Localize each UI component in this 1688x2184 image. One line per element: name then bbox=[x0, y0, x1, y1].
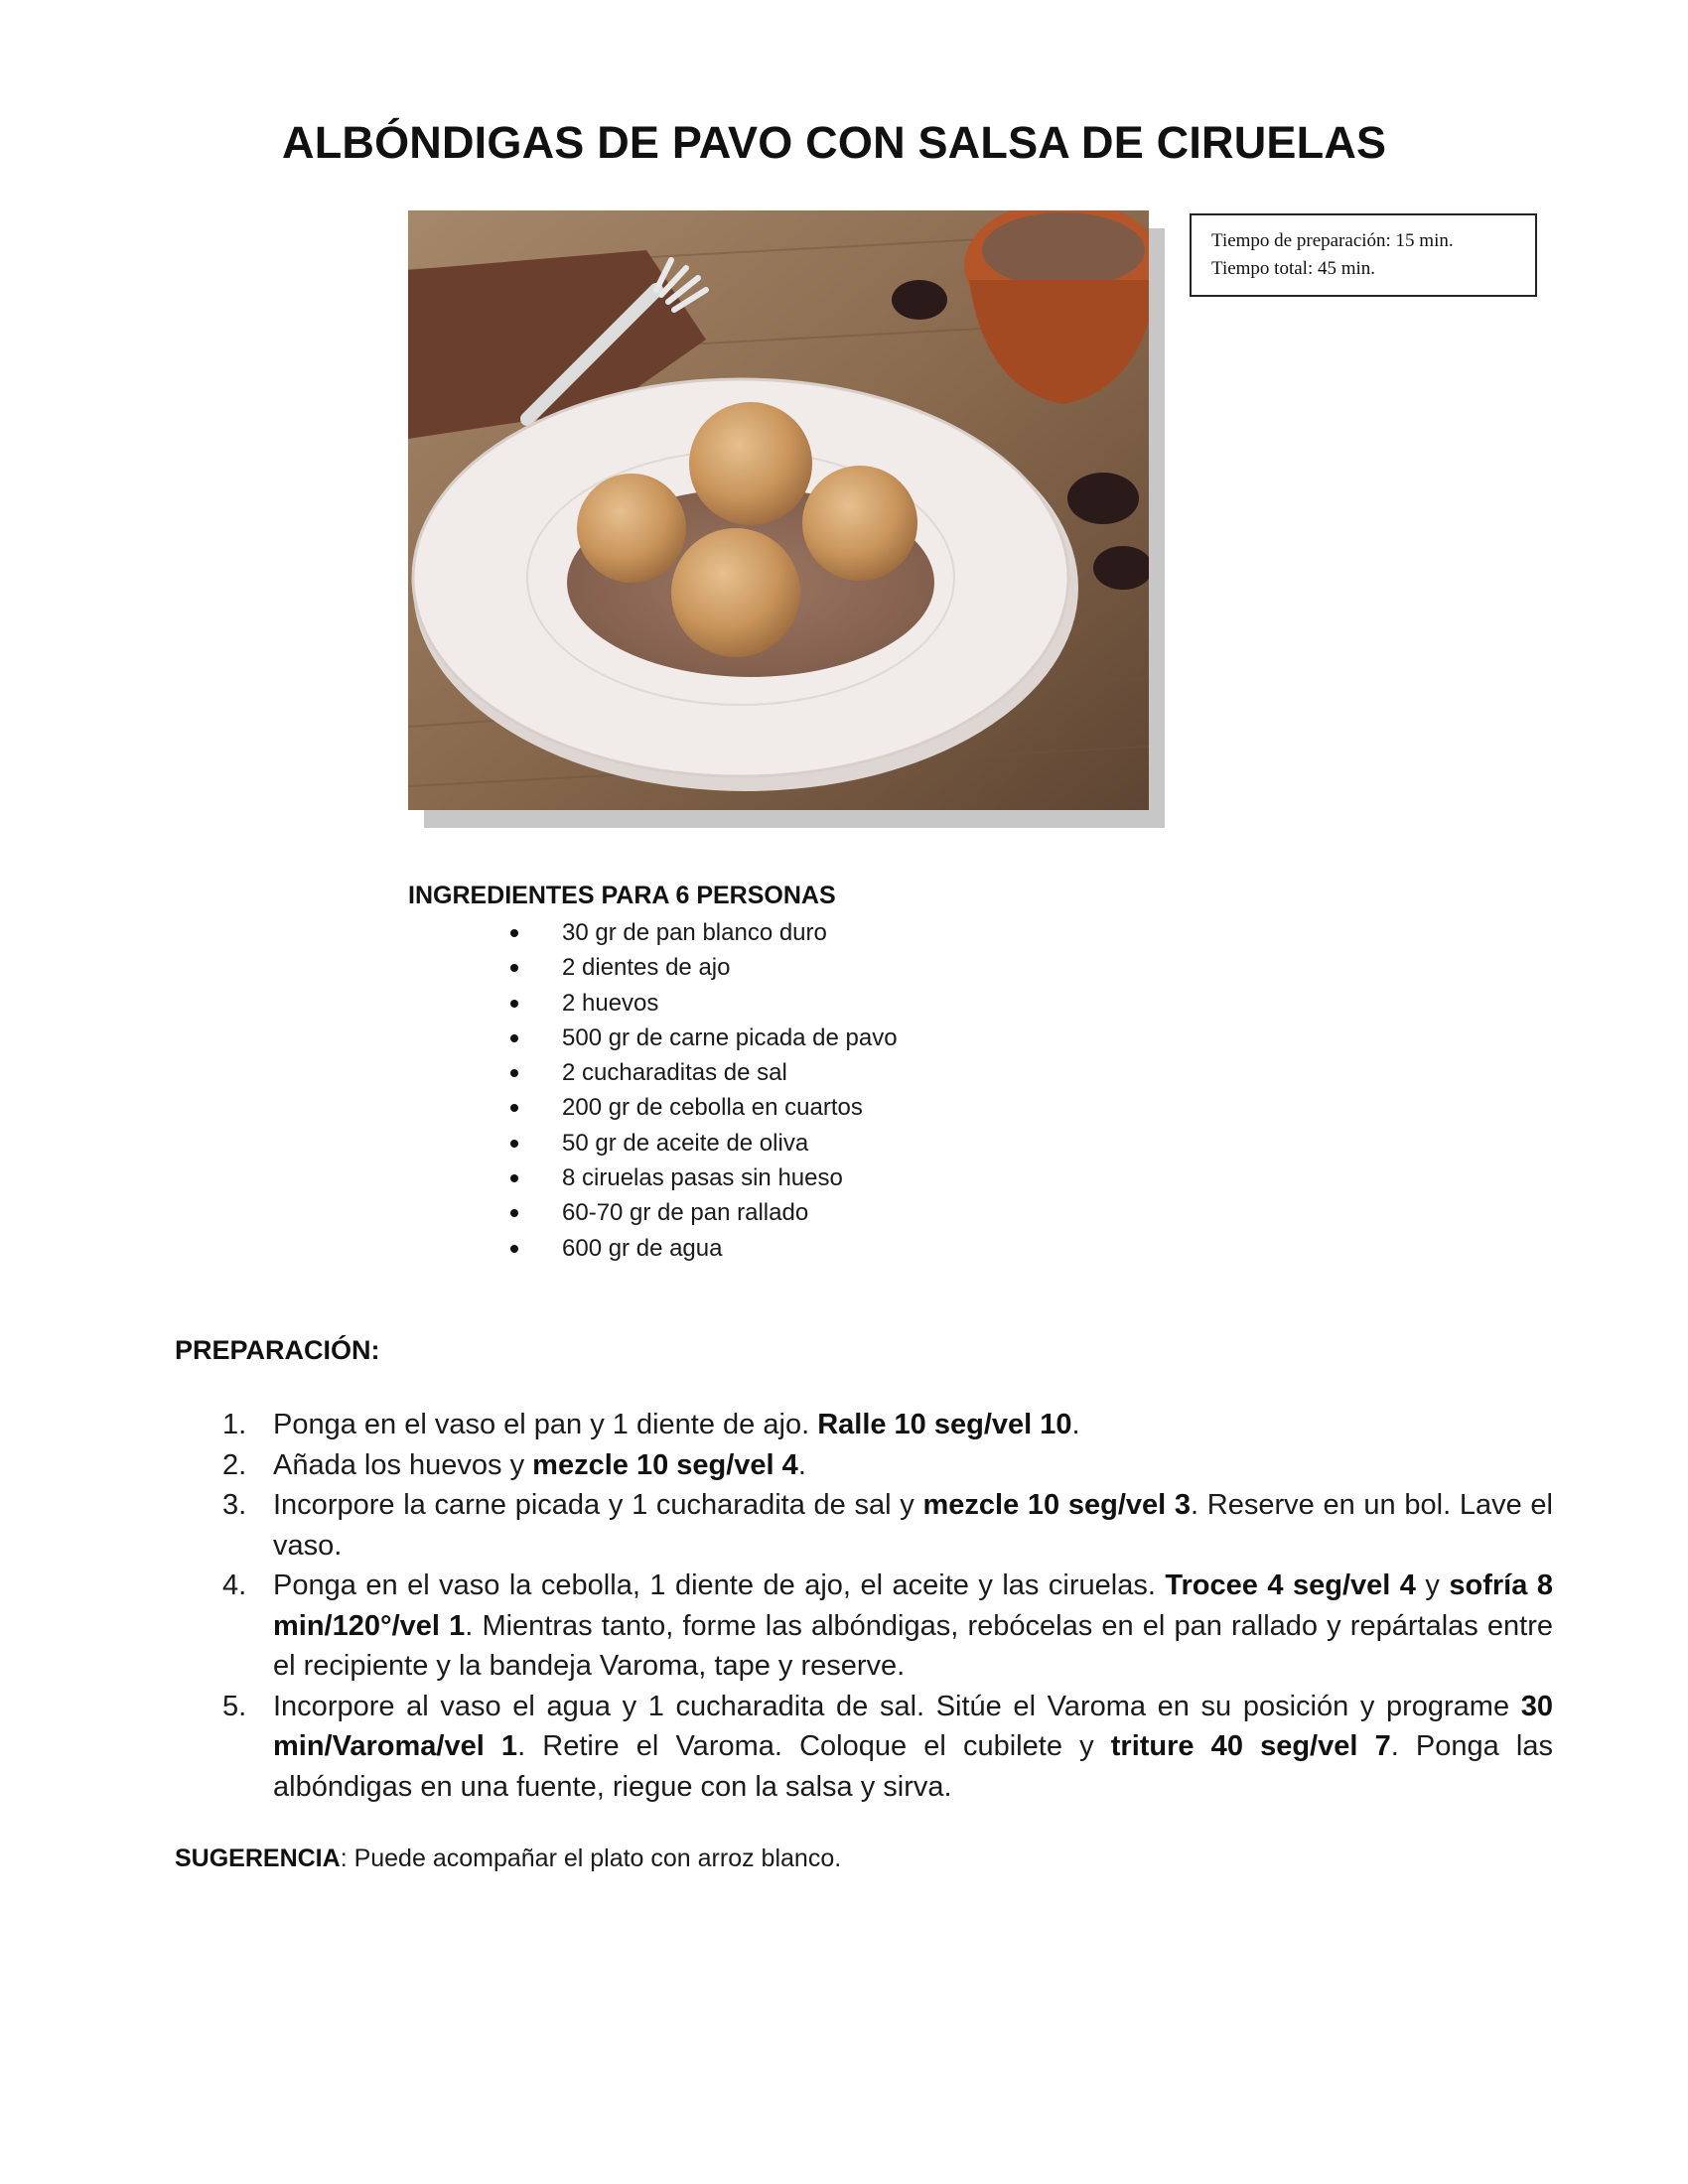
step-text: Incorpore la carne picada y 1 cucharadita de sal y bbox=[273, 1489, 923, 1521]
step-item bbox=[222, 1687, 1553, 1808]
ingredient-item bbox=[502, 1021, 898, 1055]
ingredient-item bbox=[502, 1055, 898, 1090]
step-number: 1. bbox=[222, 1409, 247, 1440]
recipe-photo-frame bbox=[408, 210, 1149, 810]
ingredient-text: 50 gr de aceite de oliva bbox=[562, 1129, 809, 1157]
bullet-icon bbox=[510, 1174, 518, 1182]
step-instruction-bold: Trocee 4 seg/vel 4 bbox=[1165, 1570, 1416, 1601]
ingredient-item bbox=[502, 986, 898, 1021]
step-number: 4. bbox=[222, 1570, 247, 1601]
meatball bbox=[802, 466, 917, 581]
step-text: . bbox=[797, 1448, 806, 1481]
bullet-icon bbox=[510, 929, 518, 937]
bullet-icon bbox=[510, 1245, 518, 1253]
recipe-title: ALBÓNDIGAS DE PAVO CON SALSA DE CIRUELAS bbox=[282, 117, 1387, 168]
bullet-icon bbox=[510, 1104, 518, 1112]
ingredient-item bbox=[502, 950, 898, 985]
step-instruction-bold: mezcle 10 seg/vel 3 bbox=[922, 1489, 1192, 1521]
bullet-icon bbox=[510, 1034, 518, 1042]
step-item bbox=[222, 1485, 1553, 1566]
preparation-heading: PREPARACIÓN: bbox=[175, 1335, 380, 1365]
step-text: . Ponga las albóndigas en una fuente, riegue con la salsa y sirva. bbox=[273, 1730, 1554, 1803]
step-text: Incorpore al vaso el agua y 1 cucharadita de sal. Sitúe el Varoma en su posición y programe bbox=[273, 1690, 1521, 1722]
step-item bbox=[222, 1445, 1553, 1486]
step-text: Ponga en el vaso el pan y 1 diente de ajo. bbox=[273, 1409, 818, 1440]
step-instruction-bold: 30 min/Varoma/vel 1 bbox=[273, 1690, 1553, 1762]
bullet-icon bbox=[510, 964, 518, 972]
ingredient-item bbox=[502, 1160, 898, 1195]
ingredient-text: 30 gr de pan blanco duro bbox=[562, 919, 827, 946]
preparation-steps bbox=[222, 1405, 1553, 1807]
ingredient-text: 2 dientes de ajo bbox=[562, 954, 731, 982]
ingredient-item bbox=[502, 1126, 898, 1160]
step-item bbox=[222, 1405, 1553, 1445]
step-instruction-bold: Ralle 10 seg/vel 10 bbox=[817, 1409, 1072, 1440]
step-text: Añada los huevos y bbox=[273, 1448, 533, 1481]
step-text: . bbox=[1071, 1409, 1080, 1440]
step-text: Ponga en el vaso la cebolla, 1 diente de ajo, el aceite y las ciruelas. bbox=[273, 1570, 1166, 1601]
step-number: 2. bbox=[222, 1448, 247, 1481]
step-text: . Mientras tanto, forme las albóndigas, rebócelas en el pan rallado y repártalas entre el recipiente y la bandeja Varoma, tape y reserve. bbox=[273, 1609, 1554, 1682]
ingredient-item bbox=[502, 915, 898, 950]
step-number: 5. bbox=[222, 1690, 247, 1722]
suggestion-text: : Puede acompañar el plato con arroz blanco. bbox=[340, 1844, 842, 1872]
meatball bbox=[577, 474, 686, 583]
step-text: y bbox=[1415, 1570, 1450, 1601]
ingredients-list bbox=[502, 915, 898, 1266]
meatball bbox=[671, 528, 800, 657]
ingredient-text: 500 gr de carne picada de pavo bbox=[562, 1024, 898, 1051]
step-instruction-bold: sofría 8 min/120°/vel 1 bbox=[273, 1570, 1553, 1642]
ingredient-text: 600 gr de agua bbox=[562, 1234, 723, 1262]
ingredient-text: 8 ciruelas pasas sin hueso bbox=[562, 1164, 843, 1192]
recipe-photo bbox=[408, 210, 1149, 810]
bullet-icon bbox=[510, 1069, 518, 1077]
ingredient-text: 2 huevos bbox=[562, 989, 659, 1017]
ingredient-text: 200 gr de cebolla en cuartos bbox=[562, 1094, 863, 1122]
prep-time: Tiempo de preparación: 15 min. bbox=[1211, 230, 1454, 251]
step-instruction-bold: mezcle 10 seg/vel 4 bbox=[532, 1448, 798, 1481]
meatball bbox=[689, 402, 812, 525]
bullet-icon bbox=[510, 1209, 518, 1217]
ingredients-heading: INGREDIENTES PARA 6 PERSONAS bbox=[408, 882, 836, 909]
step-text: . Reserve en un bol. Lave el vaso. bbox=[273, 1489, 1553, 1562]
suggestion-label: SUGERENCIA bbox=[175, 1844, 341, 1872]
suggestion bbox=[175, 1844, 841, 1873]
step-text: . Retire el Varoma. Coloque el cubilete y bbox=[517, 1730, 1111, 1762]
ingredient-text: 2 cucharaditas de sal bbox=[562, 1059, 787, 1087]
time-info-box bbox=[1190, 213, 1537, 297]
ingredient-item bbox=[502, 1231, 898, 1266]
ingredient-item bbox=[502, 1090, 898, 1125]
step-item bbox=[222, 1566, 1553, 1687]
ingredient-item bbox=[502, 1195, 898, 1230]
ingredient-text: 60-70 gr de pan rallado bbox=[562, 1199, 809, 1227]
total-time: Tiempo total: 45 min. bbox=[1211, 258, 1376, 279]
step-instruction-bold: triture 40 seg/vel 7 bbox=[1110, 1730, 1391, 1762]
bullet-icon bbox=[510, 1140, 518, 1148]
bullet-icon bbox=[510, 1000, 518, 1008]
step-number: 3. bbox=[222, 1489, 247, 1521]
